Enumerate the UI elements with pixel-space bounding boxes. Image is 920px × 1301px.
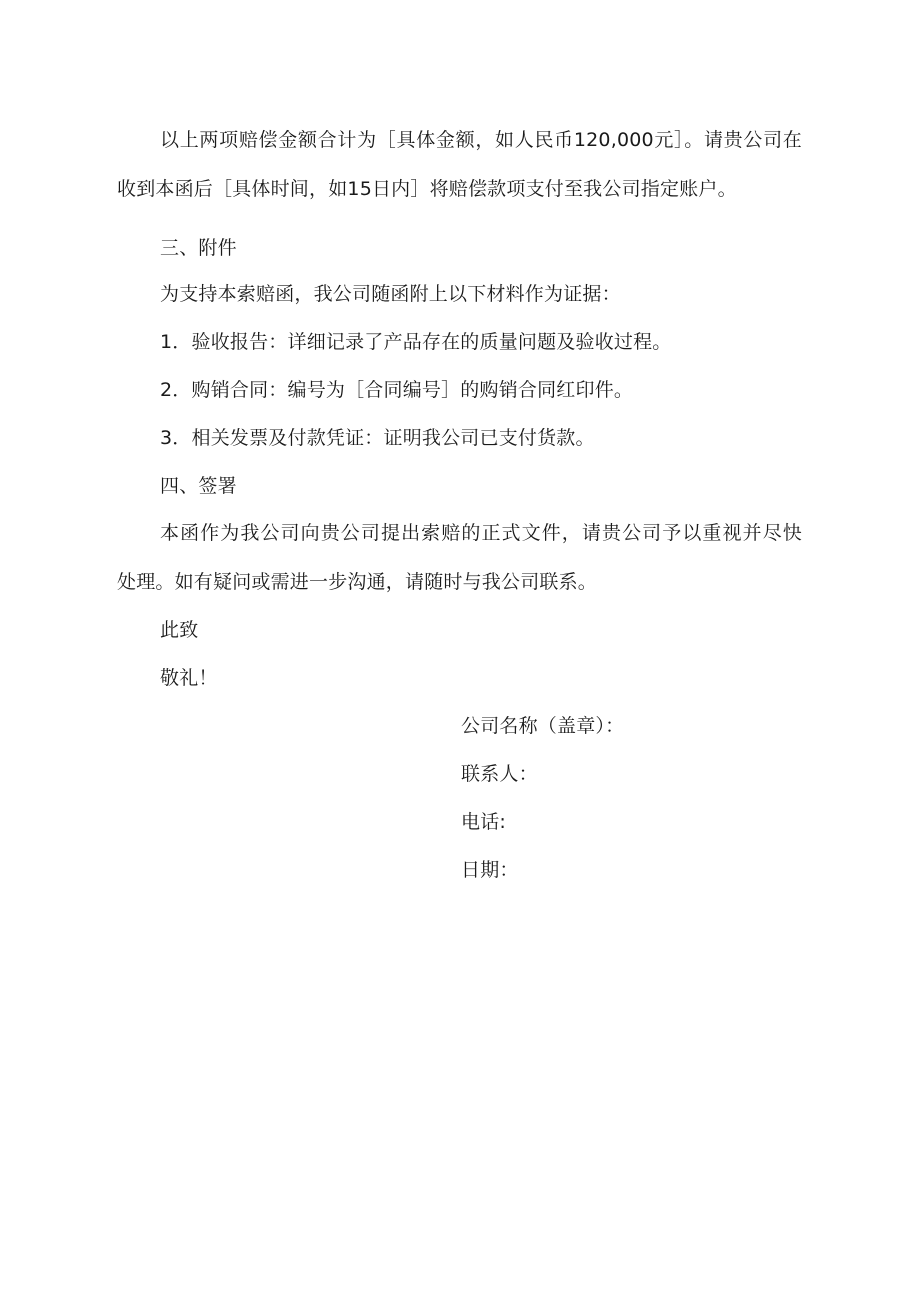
- signature-para-line-1: 本函作为我公司向贵公司提出索赔的正式文件，请贵公司予以重视并尽快: [160, 522, 802, 544]
- attachment-item-3: 3．相关发票及付款凭证：证明我公司已支付货款。: [160, 427, 595, 449]
- attachment-item-2: 2．购销合同：编号为［合同编号］的购销合同红印件。: [160, 379, 634, 401]
- signature-company-name: 公司名称（盖章）：: [461, 715, 625, 737]
- section-attachments-heading: 三、附件: [160, 237, 237, 259]
- signature-phone: 电话:: [461, 811, 507, 833]
- signature-date: 日期：: [461, 859, 519, 881]
- attachments-intro: 为支持本索赔函，我公司随函附上以下材料作为证据：: [160, 283, 621, 305]
- signature-contact-person: 联系人：: [461, 763, 538, 785]
- signature-para-line-2: 处理。如有疑问或需进一步沟通，请随时与我公司联系。: [117, 571, 598, 593]
- compensation-total-line-2: 收到本函后［具体时间，如15日内］将赔偿款项支付至我公司指定账户。: [117, 178, 737, 200]
- closing-salutation: 此致: [160, 619, 199, 641]
- closing-regards: 敬礼！: [160, 667, 218, 689]
- attachment-item-1: 1．验收报告：详细记录了产品存在的质量问题及验收过程。: [160, 331, 672, 353]
- compensation-total-line-1: 以上两项赔偿金额合计为［具体金额，如人民币120,000元］。请贵公司在: [160, 129, 802, 151]
- section-signature-heading: 四、签署: [160, 475, 237, 497]
